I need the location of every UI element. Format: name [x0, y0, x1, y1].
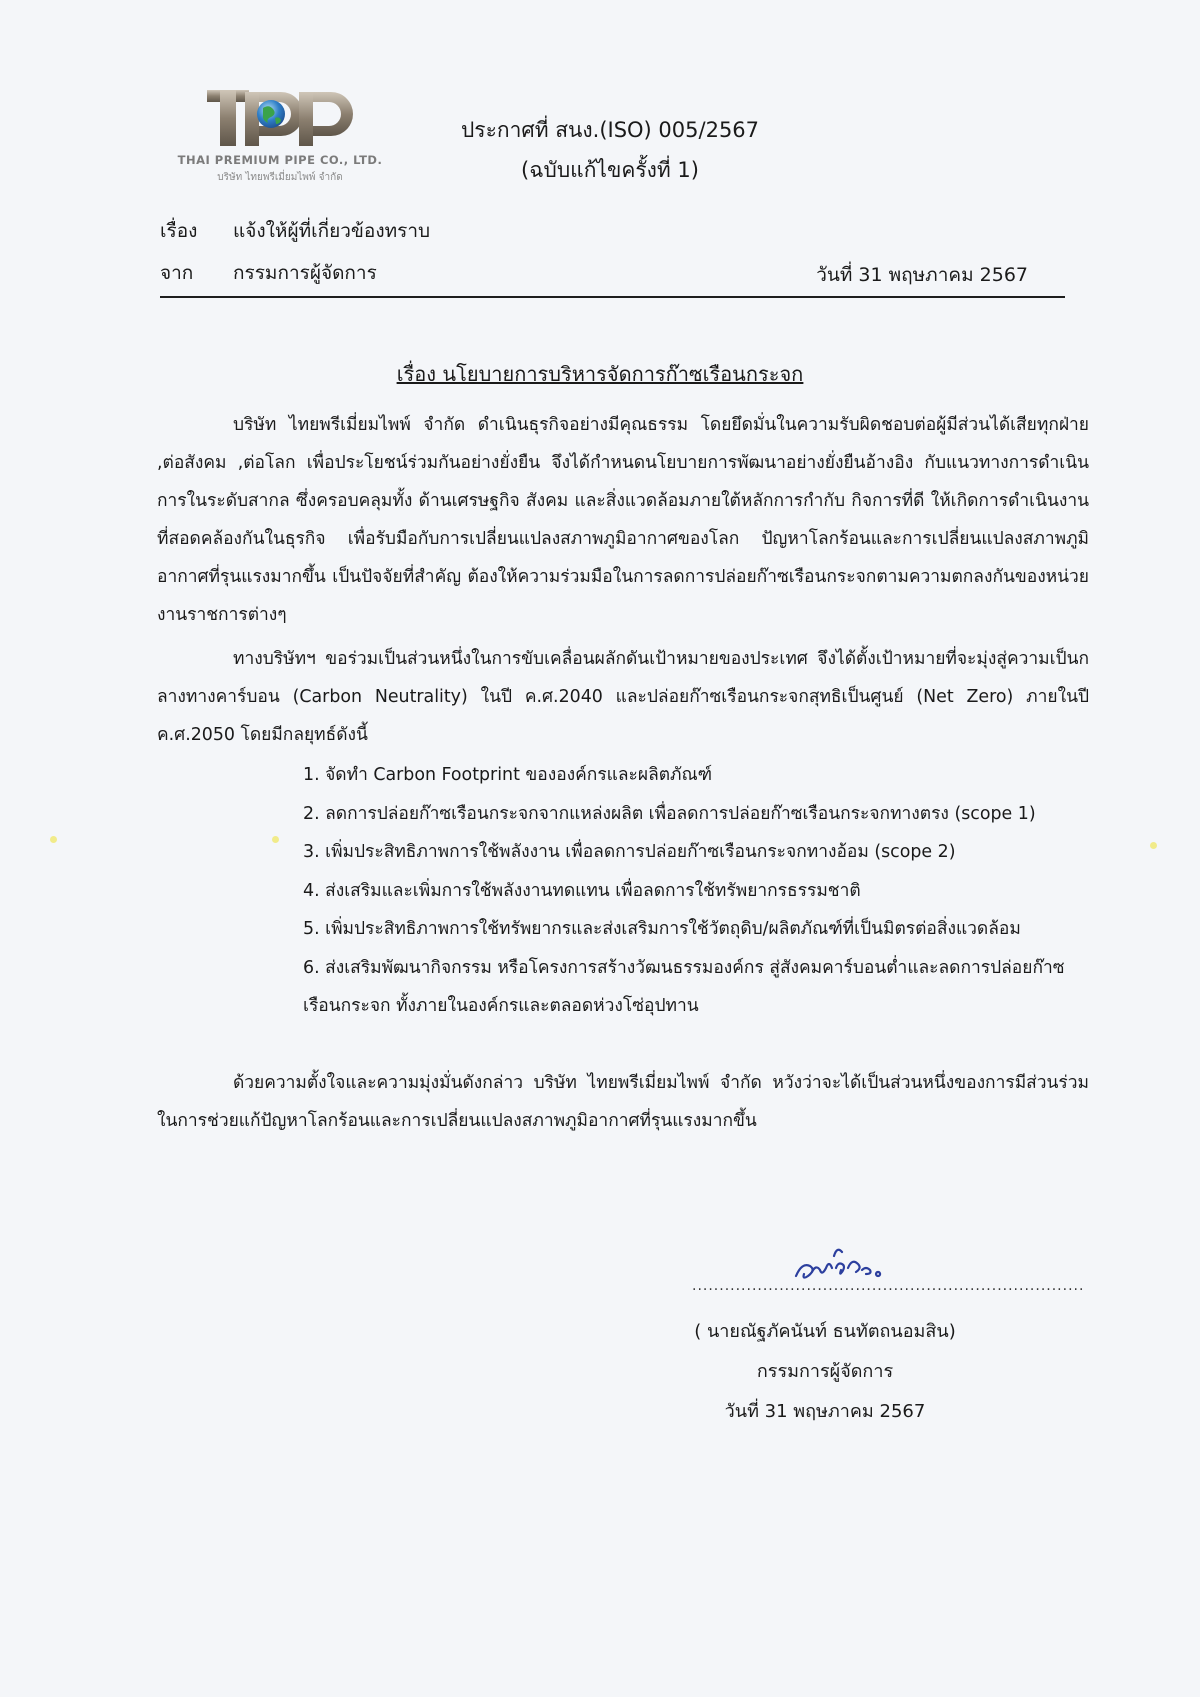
logo-company-name: THAI PREMIUM PIPE CO., LTD.	[177, 153, 383, 167]
strategy-item: 4. ส่งเสริมและเพิ่มการใช้พลังงานทดแทน เพื่อลดการใช้ทรัพยากรธรรมชาติ	[303, 880, 861, 901]
strategy-item: 1. จัดทำ Carbon Footprint ขององค์กรและผลิตภัณฑ์	[303, 765, 713, 785]
company-logo	[160, 88, 400, 188]
signature-line: ........................................................................	[692, 1278, 1085, 1294]
strategy-item: 6. ส่งเสริมพัฒนากิจกรรม หรือโครงการสร้างวัฒนธรรมองค์กร สู่สังคมคาร์บอนต่ำและลดการปล่อยก๊าซเรือนกระจก ทั้งภายในองค์กรและตลอดห่วงโซ่อุปทาน	[303, 957, 1065, 1016]
strategy-item: 5. เพิ่มประสิทธิภาพการใช้ทรัพยากรและส่งเสริมการใช้วัตถุดิบ/ผลิตภัณฑ์ที่เป็นมิตรต่อสิ่งแวดล้อม	[303, 919, 1021, 939]
header-date: วันที่ 31 พฤษภาคม 2567	[816, 264, 1028, 286]
document-title-text: เรื่อง นโยบายการบริหารจัดการก๊าซเรือนกระจก	[396, 362, 804, 386]
signatory-name: ( นายณัฐภัคนันท์ ธนทัตถนอมสิน)	[694, 1321, 956, 1342]
strategy-item: 2. ลดการปล่อยก๊าซเรือนกระจกจากแหล่งผลิต เพื่อลดการปล่อยก๊าซเรือนกระจกทางตรง (scope 1)	[303, 803, 1036, 824]
signatory-title: กรรมการผู้จัดการ	[756, 1361, 894, 1382]
scan-speck	[272, 836, 279, 843]
paragraph-closing: ด้วยความตั้งใจและความมุ่งมั่นดังกล่าว บริษัท ไทยพรีเมี่ยมไพพ์ จำกัด หวังว่าจะได้เป็นส่วนหนึ่งของการมีส่วนร่วมในการช่วยแก้ปัญหาโลกร้อนและการเปลี่ยนแปลงสภาพภูมิอากาศที่รุนแรงมากขึ้น	[157, 1073, 1089, 1131]
announcement-revision: (ฉบับแก้ไขครั้งที่ 1)	[521, 158, 699, 182]
announcement-number: ประกาศที่ สนง.(ISO) 005/2567	[460, 118, 760, 142]
paragraph-goals: ทางบริษัทฯ ขอร่วมเป็นส่วนหนึ่งในการขับเคลื่อนผลักดันเป้าหมายของประเทศ จึงได้ตั้งเป้าหมายที่จะมุ่งสู่ความเป็นกลางทางคาร์บอน (Carbon Neutrality) ในปี ค.ศ.2040 และปล่อยก๊าซเรือนกระจกสุทธิเป็นศูนย์ (Net Zero) ภายในปี ค.ศ.2050 โดยมีกลยุทธ์ดังนี้	[157, 649, 1089, 745]
from-label: จาก	[160, 262, 194, 284]
scan-speck	[50, 836, 57, 843]
header-divider	[160, 296, 1065, 298]
scan-speck	[1150, 842, 1157, 849]
paragraph-intro: บริษัท ไทยพรีเมี่ยมไพพ์ จำกัด ดำเนินธุรกิจอย่างมีคุณธรรม โดยยึดมั่นในความรับผิดชอบต่อผู้มีส่วนได้เสียทุกฝ่าย ,ต่อสังคม ,ต่อโลก เพื่อประโยชน์ร่วมกันอย่างยั่งยืน จึงได้กำหนดนโยบายการพัฒนาอย่างยั่งยืนอ้างอิง กับแนวทางการดำเนินการในระดับสากล ซึ่งครอบคลุมทั้ง ด้านเศรษฐกิจ สังคม และสิ่งแวดล้อมภายใต้หลักการกำกับ กิจการที่ดี ให้เกิดการดำเนินงานที่สอดคล้องกันในธุรกิจ เพื่อรับมือกับการเปลี่ยนแปลงสภาพภูมิอากาศของโลก ปัญหาโลกร้อนและการเปลี่ยนแปลงสภาพภูมิอากาศที่รุนแรงมากขึ้น เป็นปัจจัยที่สำคัญ ต้องให้ความร่วมมือในการลดการปล่อยก๊าซเรือนกระจกตามความตกลงกันของหน่วยงานราชการต่างๆ	[157, 415, 1089, 625]
document-title	[0, 358, 1200, 390]
strategy-item: 3. เพิ่มประสิทธิภาพการใช้พลังงาน เพื่อลดการปล่อยก๊าซเรือนกระจกทางอ้อม (scope 2)	[303, 842, 956, 862]
logo-company-name-thai: บริษัท ไทยพรีเมี่ยมไพพ์ จำกัด	[217, 172, 343, 183]
subject-label: เรื่อง	[160, 220, 198, 242]
from-value: กรรมการผู้จัดการ	[233, 262, 377, 284]
strategy-list	[303, 756, 1093, 1026]
subject-value: แจ้งให้ผู้ที่เกี่ยวข้องทราบ	[233, 220, 431, 242]
signature-date: วันที่ 31 พฤษภาคม 2567	[724, 1401, 926, 1422]
tpp-logo-icon	[205, 88, 355, 150]
